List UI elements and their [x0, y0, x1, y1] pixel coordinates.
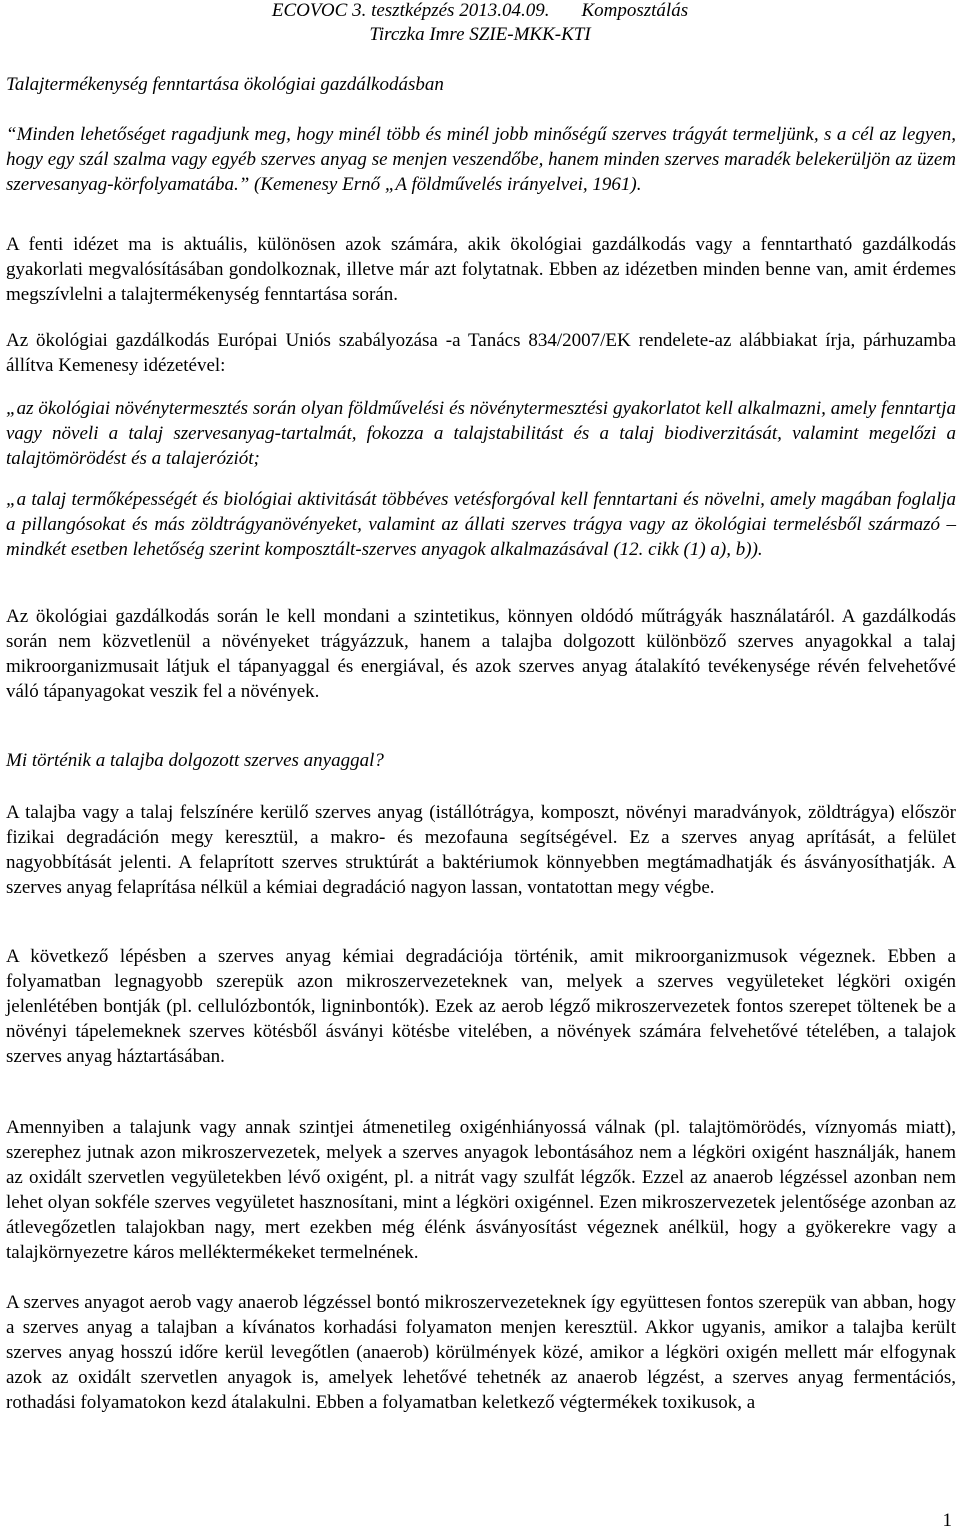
- paragraph-5: A következő lépésben a szerves anyag kémiai degradációja történik, amit mikroorganizmusok végeznek. Ebben a folyamatban legnagyobb szerepük azon mikroszervezeteknek van, melyek a szerves vegyületeket légköri oxigén jelenlétében bontják (pl. cellulózbontók, ligninbontók). Ezek az aerob légző mikroszervezetek fontos szerepet töltenek be a növényi tápelemeknek szerves kötésből ásványi kötésbe vitelében, a növények számára felvehetővé tételében, a talajok szerves anyag háztartásában.: [6, 946, 956, 1067]
- paragraph-1: A fenti idézet ma is aktuális, különösen azok számára, akik ökológiai gazdálkodás vagy a fenntartható gazdálkodás gyakorlati megvalósításában gondolkoznak, illetve már azt folytatnak. Ebben az idézetben minden benne van, amit érdemes megszívlelni a talajtermékenység fenntartása során.: [6, 234, 956, 305]
- page-number: 1: [942, 1510, 952, 1531]
- header-course: ECOVOC 3. tesztképzés 2013.04.09.: [271, 0, 550, 21]
- eu-quote-1: „az ökológiai növénytermesztés során olyan földművelési és növénytermesztési gyakorlatot kell alkalmazni, amely fenntartja vagy növeli a talaj szervesanyag-tartalmát, fokozza a talajstabilitást és a talaj biodiverzitását, valamint megelőzi a talajtömörödést és a talajeróziót;: [6, 398, 956, 469]
- header-line-1: [0, 0, 960, 23]
- section-question: Mi történik a talajba dolgozott szerves anyaggal?: [6, 750, 384, 771]
- paragraph-4: A talajba vagy a talaj felszínére kerülő szerves anyag (istállótrágya, komposzt, növényi maradványok, zöldtrágya) először fizikai degradáción megy keresztül, a makro- és mezofauna segítségével. Ez a szerves anyag aprítását, a felület nagyobbítását jelenti. A felaprított szerves struktúrát a baktériumok könnyebben megtámadhatják és ásványosíthatják. A szerves anyag felaprítása nélkül a kémiai degradáció nagyon lassan, vontatottan megy végbe.: [6, 802, 956, 898]
- eu-quote-2: „a talaj termőképességét és biológiai aktivitását többéves vetésforgóval kell fenntartani és növelni, amely magában foglalja a pillangósokat és más zöldtrágyanövényeket, valamint az állati szerves trágya vagy az ökológiai termelésből származó –mindkét esetben lehetőség szerint komposztált-szerves anyagok alkalmazásával (12. cikk (1) a), b)).: [6, 489, 956, 560]
- kemenesy-quote: “Minden lehetőséget ragadjunk meg, hogy minél több és minél jobb minőségű szerves trágyát termeljünk, s a cél az legyen, hogy egy szál szalma vagy egyéb szerves anyag se menjen veszendőbe, hanem minden szerves maradék belekerüljön az üzem szervesanyag-körfolyamatába.” (Kemenesy Ernő „A földművelés irányelvei, 1961).: [6, 124, 956, 195]
- paragraph-7: A szerves anyagot aerob vagy anaerob légzéssel bontó mikroszervezeteknek így együttesen fontos szerepük van abban, hogy a szerves anyag a talajban a kívánatos korhadási folyamaton menjen keresztül. Akkor ugyanis, amikor a talajba került szerves anyag hosszú időre kerül levegőtlen (anaerob) körülmények közé, amikor a légköri oxigén mellett már elfogynak azok az oxidált szervetlen anyagok is, amelyek lehetővé tehetnék az anaerob légzést, a szerves anyag fermentációs, rothadási folyamatokon kezd átalakulni. Ebben a folyamatban keletkező végtermékek toxikusok, a: [6, 1292, 956, 1413]
- header-topic: Komposztálás: [581, 0, 689, 21]
- paragraph-2: Az ökológiai gazdálkodás Európai Uniós szabályozása -a Tanács 834/2007/EK rendelete-az alábbiakat írja, párhuzamba állítva Kemenesy idézetével:: [6, 330, 956, 376]
- paragraph-3: Az ökológiai gazdálkodás során le kell mondani a szintetikus, könnyen oldódó műtrágyák használatáról. A gazdálkodás során nem közvetlenül a növényeket trágyázzuk, hanem a talajba dolgozott különböző szerves anyagokkal a talaj mikroorganizmusait látjuk el tápanyaggal és energiával, és azok szerves anyag átalakító tevékenysége révén felvehetővé váló tápanyagokat veszik fel a növények.: [6, 606, 956, 702]
- paragraph-6: Amennyiben a talajunk vagy annak szintjei átmenetileg oxigénhiányossá válnak (pl. talajtömörödés, víznyomás miatt), szerephez jutnak azon mikroszervezetek, melyek a szerves anyagok lebontásához nem a légköri oxigént használják, hanem az oxidált szervetlen vegyületekben lévő oxigént, pl. a nitrát vagy szulfát légzők. Ezzel az anaerob légzéssel azonban nem lehet olyan sokféle szerves vegyületet hasznosítani, mint a légköri oxigénnel. Ezen mikroszervezetek jelentősége azonban az átlevegőzetlen talajokban nagy, mert ezekben még élénk ásványosítást végeznek anélkül, hogy a gyökerekre vagy a talajkörnyezetre káros melléktermékeket termelnének.: [6, 1117, 956, 1263]
- header-author: Tirczka Imre SZIE-MKK-KTI: [369, 24, 591, 45]
- document-title: Talajtermékenység fenntartása ökológiai gazdálkodásban: [6, 74, 444, 95]
